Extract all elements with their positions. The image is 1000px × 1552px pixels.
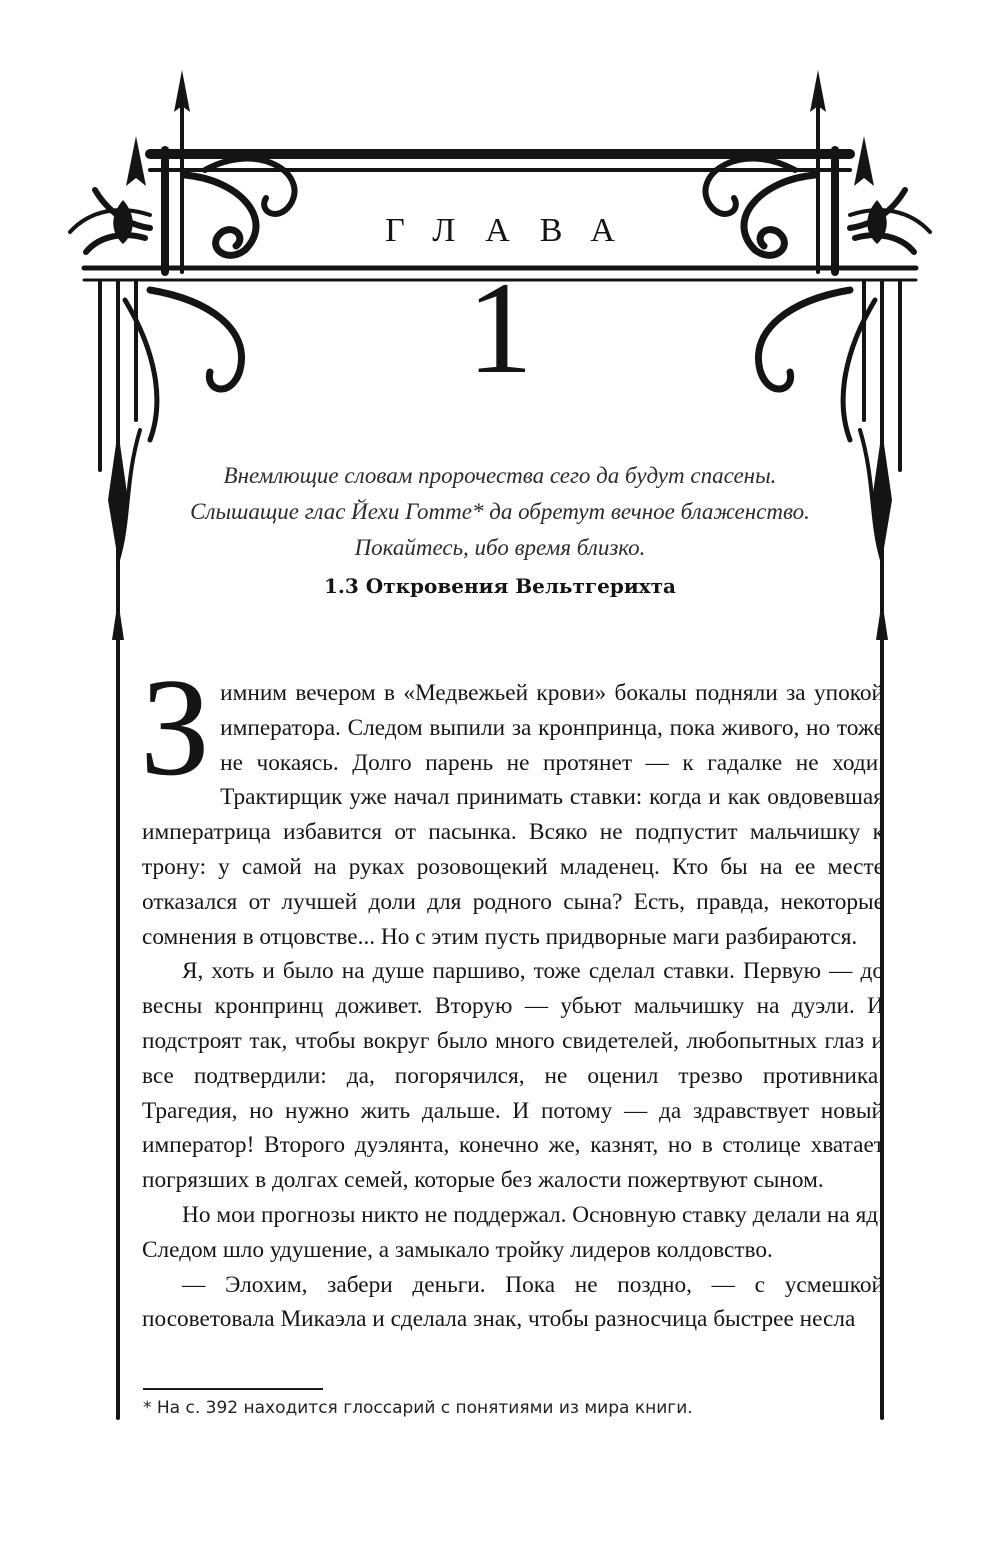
epigraph-line: Покайтесь, ибо время близко. bbox=[354, 535, 646, 560]
epigraph-line: Внемлющие словам пророчества сего да будут спасены. bbox=[223, 463, 777, 488]
chapter-number: 1 bbox=[467, 254, 533, 401]
epigraph-source: 1.3 Откровения Вельтгерихта bbox=[324, 574, 676, 598]
paragraph-text: имним вечером в «Медвежьей крови» бокалы подняли за упокой императора. Следом выпили за кронпринца, пока живого, но тоже не чокаясь. Долго парень не протянет — к гадалке не ходи. Трактирщик уже начал принимать ставки: когда и как овдовевшая императрица избавится от пасынка. Всяко не подпустит мальчишку к трону: у самой на руках розовощекий младенец. Кто бы на ее месте отказался от лучшей доли для родного сына? Есть, правда, некоторые сомнения в отцовстве... Но с этим пусть придворные маги разбираются. bbox=[142, 680, 884, 950]
epigraph bbox=[130, 458, 870, 604]
paragraph: — Элохим, забери деньги. Пока не поздно, — с усмешкой посоветовала Микаэла и сделала знак, чтобы разносчица быстрее несла bbox=[142, 1271, 884, 1333]
drop-cap: З bbox=[140, 650, 211, 805]
epigraph-line: Слышащие глас Йехи Готте* да обретут вечное блаженство. bbox=[190, 499, 810, 524]
paragraph: Но мои прогнозы никто не поддержал. Основную ставку делали на яд. Следом шло удушение, а замыкало тройку лидеров колдовство. bbox=[142, 1201, 884, 1263]
paragraph bbox=[140, 650, 884, 954]
paragraph: Я, хоть и было на душе паршиво, тоже сделал ставки. Первую — до весны кронпринц доживет. Вторую — убьют мальчишку на дуэли. И подстроят так, чтобы вокруг было много свидетелей, любопытных глаз и все подтвердили: да, погорячился, не оценил трезво противника. Трагедия, но нужно жить дальше. И потому — да здравствует новый император! Второго дуэлянта, конечно же, казнят, но в столице хватает погрязших в долгах семей, которые без жалости пожертвуют сыном. bbox=[142, 958, 884, 1194]
footnote: * На с. 392 находится глоссарий с понятиями из мира книги. bbox=[143, 1398, 693, 1418]
footnote-divider bbox=[143, 1388, 323, 1390]
chapter-label: ГЛАВА bbox=[385, 212, 645, 249]
chapter-body bbox=[140, 650, 884, 1337]
